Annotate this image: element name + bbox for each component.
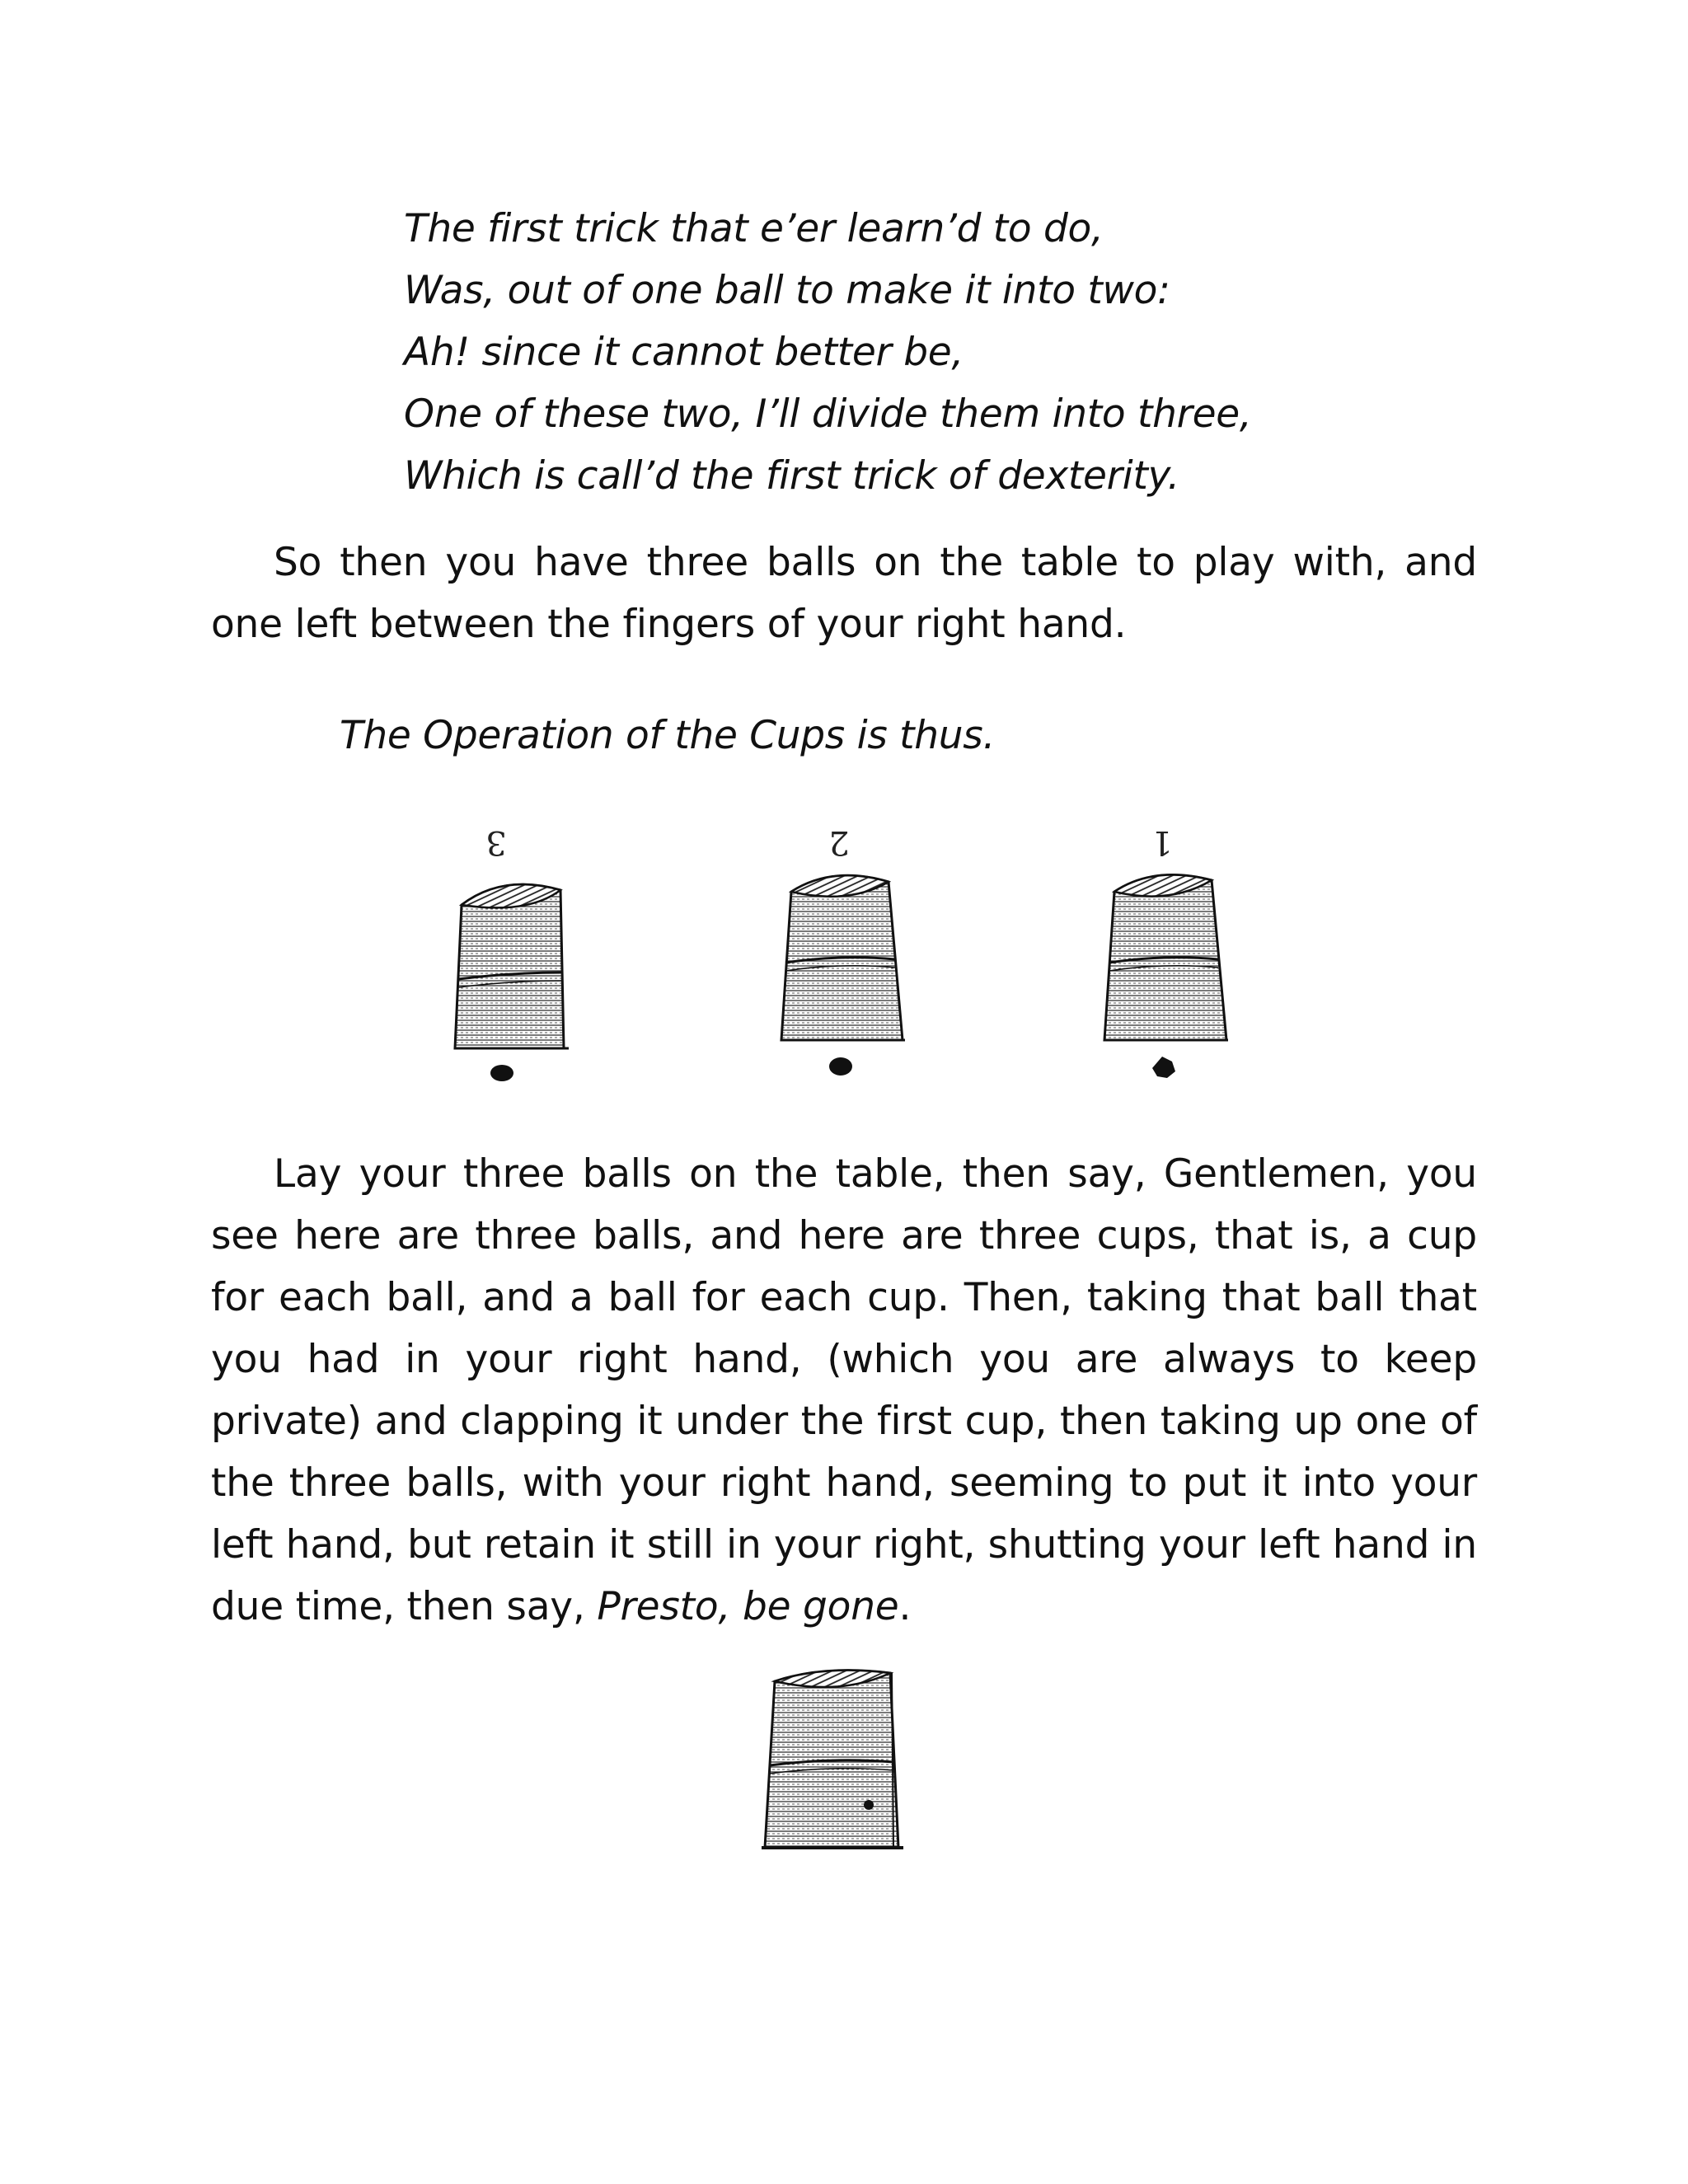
cup-number-label: 1 [1151,823,1173,861]
verse-line: One of these two, I’ll divide them into three, [404,391,1252,437]
cup-number-label: 3 [485,823,507,861]
verse-line: The first trick that e’er learn’d to do, [404,206,1104,251]
cup-number-label: 2 [828,823,850,861]
ball-icon [1152,1057,1175,1078]
paragraph-text: So then you have three balls on the table to play with, and one left between the fingers of your right hand. [211,540,1477,647]
cup-1-icon [1104,823,1228,1078]
ball-icon [490,1065,513,1081]
section-caption: The Operation of the Cups is thus. [340,713,996,758]
verse-line: Ah! since it cannot better be, [404,330,964,375]
ball-icon [864,1800,874,1810]
paragraph-lay-three-balls [211,1143,1477,1638]
verse-line: Which is call’d the first trick of dexterity. [404,453,1180,499]
end-punctuation: . [898,1584,912,1629]
ball-icon [829,1057,852,1076]
paragraph-text: Lay your three balls on the table, then say, Gentlemen, you see here are three balls, and here are three cups, that is, a cup for each ball, and a ball for each cup. Then, taking that ball that you had in your right hand, (which you are always to keep private) and clapping it under the first cup, then taking up one of the three balls, with your right hand, seeming to put it into your left hand, but retain it still in your right, shutting your left hand in due time, then say, [211,1151,1477,1629]
italic-phrase: Presto, be gone [597,1584,899,1629]
cup-2-icon [781,823,905,1076]
cup-3-icon [455,823,569,1081]
verse-line: Was, out of one ball to make it into two: [404,268,1170,313]
single-cup-icon [762,1671,903,1848]
